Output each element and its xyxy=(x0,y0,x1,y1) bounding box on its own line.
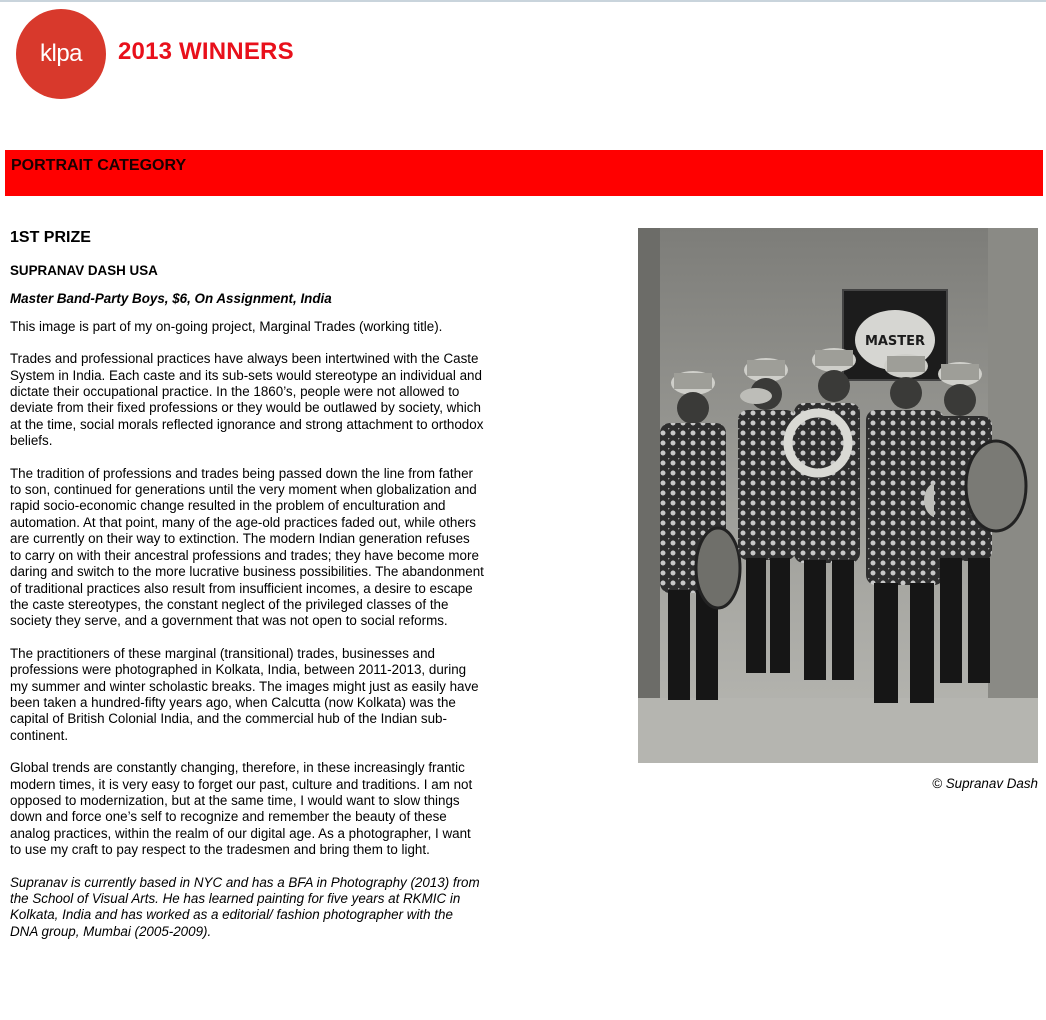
banner-text: MASTER xyxy=(864,334,926,349)
photo-title: Master Band-Party Boys, $6, On Assignment, India xyxy=(10,291,332,307)
paragraph-tradition: The tradition of professions and trades being passed down the line from father to son, continued for generations until the very moment when globalization and rapid socio-economic change resulted in the problem of enculturation and automation. At that point, many of the age-old practices faded out, while others are currently on their way to extinction. The modern Indian generation refuses to carry on with their ancestral professions and trades; they have become more daring and switch to the more lucrative business possibilities. The abandonment of traditional practices also result from insufficient incomes, a desire to escape the caste stereotypes, the constant neglect of the privileged classes of the society they serve, and a government that was not open to social reforms. xyxy=(10,465,484,629)
paragraph-practitioners: The practitioners of these marginal (transitional) trades, businesses and professions were photographed in Kolkata, India, between 2011-2013, during my summer and winter scholastic breaks. The images might just as easily have been taken a hundred-fifty years ago, when Calcutta (now Kolkata) was the capital of British Colonial India, and the commercial hub of the Indian sub-continent. xyxy=(10,645,479,743)
prize-heading: 1ST PRIZE xyxy=(10,229,91,246)
entry-text xyxy=(10,228,484,956)
top-rule xyxy=(0,0,1046,2)
paragraph-caste: Trades and professional practices have always been intertwined with the Caste System in India. Each caste and its sub-sets would stereotype an individual and dictate their occupational practice. In the 1860’s, people were not allowed to deviate from their fixed professions or they would be outlawed by society, which at the time, social morals reflected ignorance and strong attachment to orthodox beliefs. xyxy=(10,351,484,449)
category-title: PORTRAIT CATEGORY xyxy=(11,157,187,174)
paragraph-intro: This image is part of my on-going project, Marginal Trades (working title). xyxy=(10,318,443,334)
category-banner xyxy=(5,150,1043,196)
winning-photo xyxy=(638,228,1038,763)
logo-text: klpa xyxy=(39,40,83,67)
page-title: 2013 WINNERS xyxy=(118,38,294,65)
photographer-bio: Supranav is currently based in NYC and has a BFA in Photography (2013) from the School of Visual Arts. He has learned painting for five years at RKMIC in Kolkata, India and has worked as a editorial/ fashion photographer with the DNA group, Mumbai (2005-2009). xyxy=(10,874,480,939)
photographer-name: SUPRANAV DASH USA xyxy=(10,263,158,278)
paragraph-global-trends: Global trends are constantly changing, therefore, in these increasingly frantic modern times, it is very easy to forget our past, culture and traditions. I am not opposed to modernization, but at the same time, I would want to slow things down and force one’s self to recognize and remember the beauty of these analog practices, within the realm of our digital age. As a photographer, I want to use my craft to pay respect to the tradesmen and bring them to light. xyxy=(10,760,473,858)
klpa-logo[interactable] xyxy=(16,9,106,99)
photo-credit: © Supranav Dash xyxy=(932,776,1038,791)
